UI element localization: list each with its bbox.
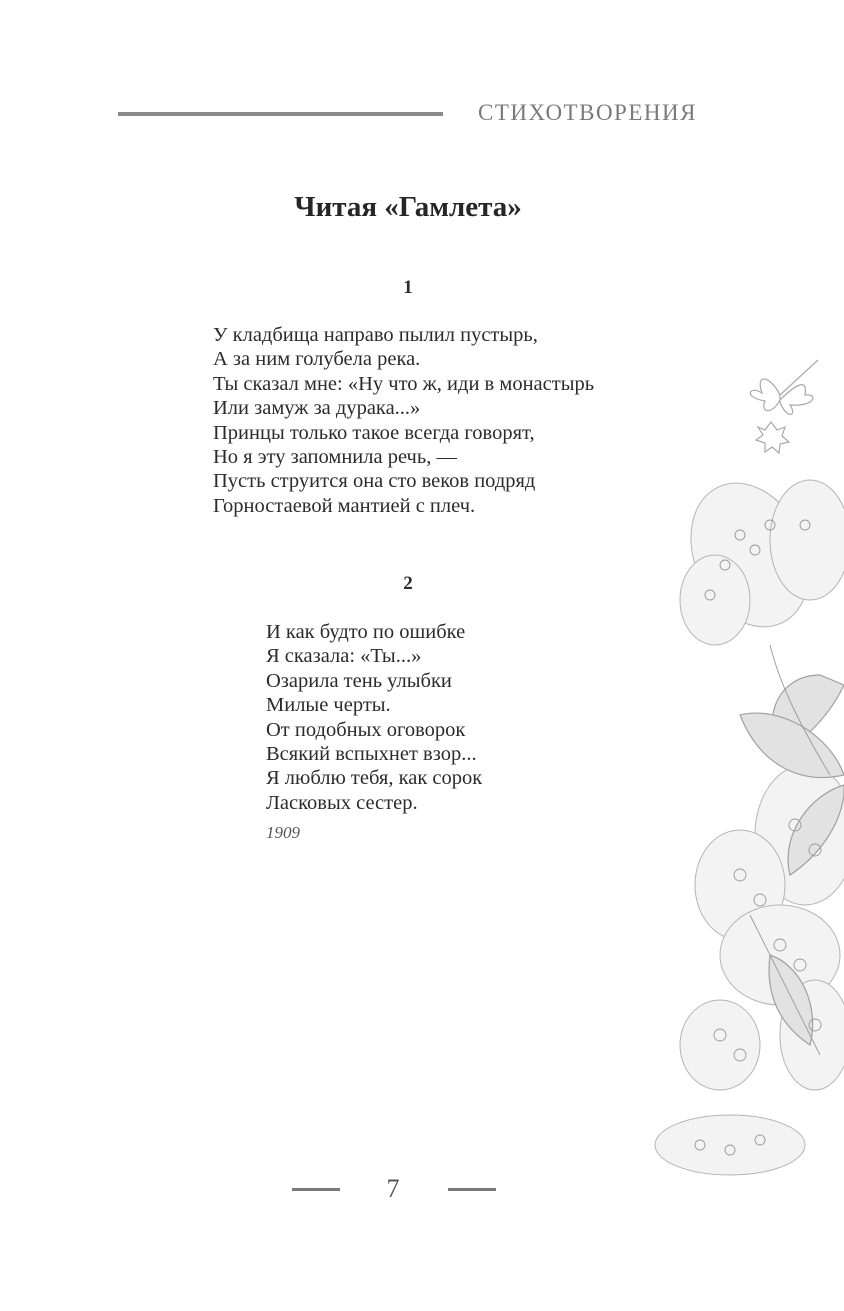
poem-line: У кладбища направо пылил пустырь, — [213, 324, 538, 346]
part-number-1: 1 — [403, 277, 413, 298]
footer-rule-right — [448, 1188, 496, 1191]
poem-line: Милые черты. — [266, 694, 391, 717]
poem-line: Горностаевой мантией с плеч. — [213, 494, 476, 517]
poem-line: Но я эту запомнила речь, — — [213, 446, 457, 469]
poem-line: Озарила тень улыбки — [266, 669, 452, 692]
stanza-1 — [213, 323, 594, 518]
poem-line: А за ним голубела река. — [213, 348, 421, 371]
poem-year: 1909 — [266, 823, 300, 842]
part-number-2: 2 — [403, 573, 413, 594]
poem-line: Пусть струится она сто веков подряд — [213, 470, 536, 493]
poem-line: Ласковых сестер. — [266, 791, 418, 814]
lilac-branch-illustration — [630, 355, 844, 1190]
poem-title: Читая «Гамлета» — [294, 191, 522, 223]
poem-line: Я сказала: «Ты...» — [266, 645, 422, 668]
stanza-2 — [266, 620, 482, 815]
header-rule — [118, 112, 443, 116]
poem-line: И как будто по ошибке — [266, 621, 466, 643]
poem-line: От подобных оговорок — [266, 718, 466, 741]
poem-line: Ты сказал мне: «Ну что ж, иди в монастырь — [213, 372, 595, 395]
poem-line: Или замуж за дурака...» — [213, 397, 421, 420]
running-header-title: СТИХОТВОРЕНИЯ — [478, 100, 697, 125]
page-number: 7 — [386, 1174, 400, 1203]
poem-line: Я люблю тебя, как сорок — [266, 767, 483, 790]
poem-line: Принцы только такое всегда говорят, — [213, 421, 535, 444]
poem-line: Всякий вспыхнет взор... — [266, 743, 477, 766]
footer-rule-left — [292, 1188, 340, 1191]
